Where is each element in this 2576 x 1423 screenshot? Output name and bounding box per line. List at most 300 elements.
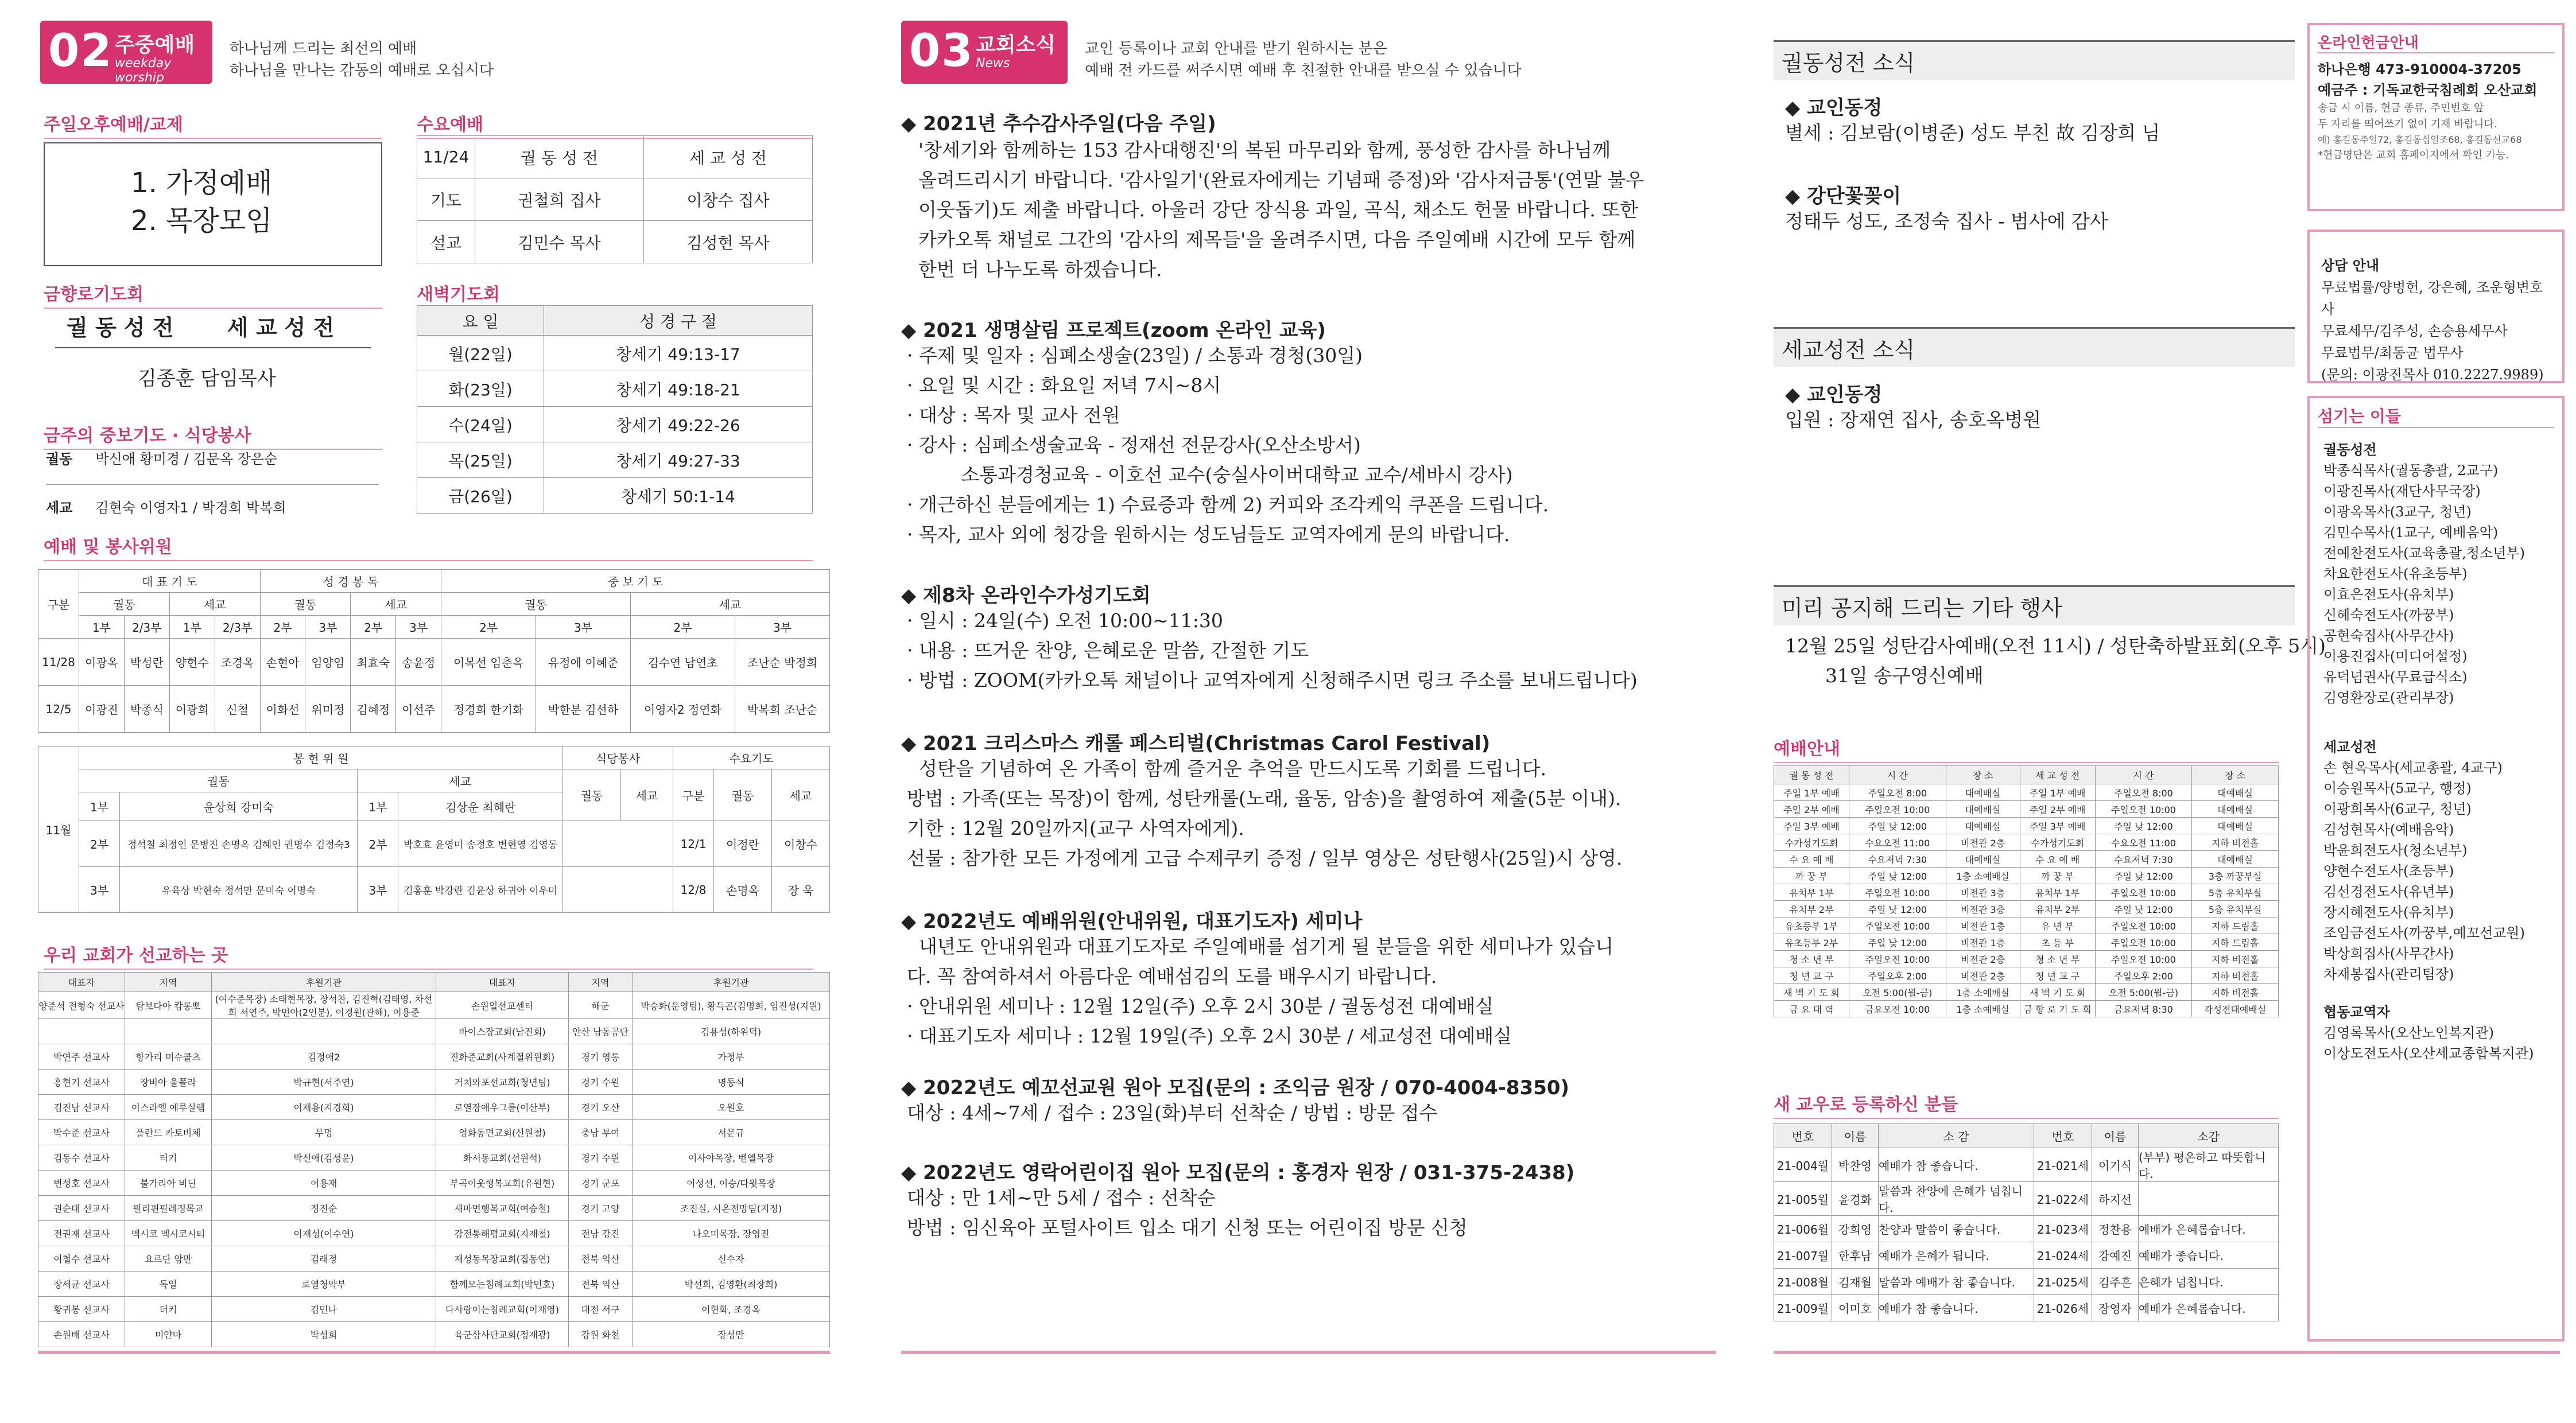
staff-item: 김영환장로(관리부장)	[2323, 690, 2454, 706]
cell: 1부	[358, 792, 398, 821]
staff-title: 섬기는 이들	[2318, 404, 2554, 428]
cell: 시 간	[2095, 766, 2192, 784]
cell: 주일 1부 예배	[1774, 784, 1849, 801]
cell: 대예배실	[1946, 851, 2020, 868]
online-lines	[2318, 59, 2554, 164]
cell: 김주흔	[2092, 1269, 2139, 1295]
line: 이웃돕기)도 제출 바랍니다. 아울러 강단 장식용 과일, 곡식, 채소도 헌물 바랍니다. 또한	[918, 199, 1639, 221]
cell: 대표자	[38, 973, 125, 992]
section-badge-02	[40, 21, 212, 84]
cell: 김성현 목사	[644, 221, 813, 263]
cell: 수요오전 11:00	[1849, 834, 1946, 851]
news-heading: ◆ 2021 생명살림 프로젝트(zoom 온라인 교육)	[901, 319, 1326, 342]
cell: 2부	[631, 616, 735, 639]
friday-col: 궐 동 성 전	[67, 315, 174, 340]
line: 대상 : 만 1세~만 5세 / 접수 : 선착순	[907, 1187, 1216, 1209]
cell: 대표자	[436, 973, 569, 992]
cell	[2139, 1182, 2279, 1216]
cell: 이철수 선교사	[38, 1246, 125, 1272]
cell: 오전 5:00(월-금)	[1849, 984, 1946, 1001]
news-heading: ◆ 강단꽃꽂이	[1785, 185, 1902, 208]
cell: 주일오전 10:00	[2095, 884, 2192, 901]
cell: 월(22일)	[417, 336, 544, 371]
cell: 터키	[125, 1145, 212, 1171]
new-members-table	[1774, 1123, 2279, 1321]
staff-item: 김성현목사(예배음악)	[2323, 822, 2454, 838]
friday-preacher: 김종훈 담임목사	[138, 367, 276, 390]
cell: 지하 드림홀	[2192, 934, 2279, 951]
cell: 서문규	[633, 1120, 830, 1145]
cell: 1층 소예배실	[1946, 1001, 2020, 1017]
cell: 3부	[735, 616, 829, 639]
cell: 21-023세	[2034, 1216, 2092, 1242]
cell: 박신애(김성윤)	[212, 1145, 436, 1171]
offering-table	[38, 746, 830, 913]
section-title-ko: 교회소식	[976, 33, 1056, 57]
cell: 양준석 전형숙 선교사	[38, 992, 125, 1019]
staff-item: 장지혜전도사(유치부)	[2323, 904, 2454, 920]
cell: 까 꿍 부	[1774, 868, 1849, 884]
cell: 예배가 은혜롭습니다.	[2139, 1216, 2279, 1242]
cell: 김상운 최혜란	[398, 792, 563, 821]
section-badge-03	[901, 21, 1068, 84]
cell: 손현아	[260, 639, 305, 686]
servers-title: 예배 및 봉사위원	[44, 532, 813, 561]
line: · 주제 및 일자 : 심폐소생술(23일) / 소통과 경청(30일)	[907, 344, 1363, 367]
sunday-item: 2. 목장모임	[131, 205, 273, 237]
cell: 비전관 3층	[1946, 901, 2020, 917]
cell: 궐동	[79, 769, 358, 792]
cell: 감전통해평교회(지재철)	[436, 1221, 569, 1246]
cell: 주일 낮 12:00	[2095, 901, 2192, 917]
cell: 육군삼사단교회(정재광)	[436, 1322, 569, 1347]
news-heading: ◆ 2022년도 영락어린이집 원아 모집(문의 : 홍경자 원장 / 031-375-2438)	[901, 1161, 1575, 1184]
line: 송금 시 이름, 헌금 종류, 주민번호 앞	[2318, 102, 2484, 114]
page-04-footer-line	[1774, 1351, 2560, 1354]
cell: 청 년 교 구	[1774, 967, 1849, 984]
cell	[125, 1019, 212, 1044]
cell: 비전관 2층	[1946, 967, 2020, 984]
cell: 이선주	[396, 686, 441, 733]
line: 방법 : 임신육아 포털사이트 입소 대기 신청 또는 어린이집 방문 신청	[907, 1216, 1468, 1239]
cell: 주일 낮 12:00	[1849, 868, 1946, 884]
gwoldong-staff	[2323, 460, 2548, 708]
cell: 박수준 선교사	[38, 1120, 125, 1145]
sunday-title: 주일오후예배/교제	[44, 110, 382, 139]
cell: 양현수	[169, 639, 215, 686]
cell: 이광옥	[79, 639, 125, 686]
staff-item: 유덕념권사(무료급식소)	[2323, 669, 2468, 685]
cell: 부곡이웃행복교회(유원현)	[436, 1171, 569, 1196]
cell: 조난순 박정희	[735, 639, 829, 686]
cell: 2부	[79, 821, 120, 867]
staff-item: 신혜숙전도사(까꿍부)	[2323, 607, 2454, 623]
cell: 정진순	[212, 1196, 436, 1221]
cell: 권철희 집사	[475, 178, 644, 221]
prayer-list	[46, 448, 379, 536]
cell: 성 경 구 절	[544, 306, 813, 336]
line: · 강사 : 심폐소생술교육 - 정재선 전문강사(오산소방서)	[907, 434, 1361, 456]
cell: 이화선	[260, 686, 305, 733]
line: · 개근하신 분들에게는 1) 수료증과 함께 2) 커피와 조각케익 쿠폰을 드립니다.	[907, 493, 1549, 516]
news-body	[907, 754, 1722, 873]
section-number: 02	[48, 25, 113, 77]
cell: 김수연 남연초	[631, 639, 735, 686]
cell: 화서동교회(선원석)	[436, 1145, 569, 1171]
staff-item: 조임금전도사(까꿍부,예꼬선교원)	[2323, 925, 2525, 941]
cell: 창세기 49:22-26	[544, 407, 813, 442]
cell: 21-008월	[1774, 1269, 1832, 1295]
cell: 유육상 박현숙 정석만 문미숙 이명숙	[120, 867, 358, 913]
cell: 말씀과 예배가 참 좋습니다.	[1879, 1269, 2034, 1295]
cell: 주일 3부 예배	[1774, 818, 1849, 834]
cell: 11월	[38, 747, 79, 913]
cell: 예배가 은혜롭습니다.	[2139, 1295, 2279, 1321]
cell: 다사랑이는침례교회(이재영)	[436, 1297, 569, 1322]
events-title: 미리 공지해 드리는 기타 행사	[1774, 585, 2295, 625]
cell: 기도	[417, 178, 475, 221]
staff-item: 김영록목사(오산노인복지관)	[2323, 1025, 2494, 1041]
cell: 청 소 년 부	[1774, 951, 1849, 967]
cell: 신수자	[633, 1246, 830, 1272]
cell: 초 등 부	[2020, 934, 2095, 951]
cell: 주일 낮 12:00	[1849, 934, 1946, 951]
cell: 박호효 윤영미 송정호 변현영 김영동	[398, 821, 563, 867]
cell: 박선희, 김영환(최장희)	[633, 1272, 830, 1297]
cell: 장영자	[2092, 1295, 2139, 1321]
line: · 안내위원 세미나 : 12월 12일(주) 오후 2시 30분 / 궐동성전 대예배실	[907, 995, 1494, 1017]
cell: 주일오전 10:00	[2095, 951, 2192, 967]
cell: 세교	[631, 593, 830, 616]
cell: 유정애 이혜준	[536, 639, 631, 686]
page-03	[895, 0, 1733, 1423]
cell: 지하 비전홀	[2192, 951, 2279, 967]
cell: 번호	[2034, 1124, 2092, 1148]
line: 다. 꼭 참여하셔서 아름다운 예배섬김의 도를 배우시기 바랍니다.	[907, 965, 1437, 987]
line: 한번 더 나누도록 하겠습니다.	[918, 258, 1162, 281]
cell: 이용재	[212, 1171, 436, 1196]
cell: 2부	[441, 616, 536, 639]
cell: 유초등부 2부	[1774, 934, 1849, 951]
line: 올려드리시기 바랍니다. '감사일기'(완료자에게는 기념패 증정)와 '감사저금통'(연말 불우	[918, 169, 1644, 191]
cell: 김민나	[212, 1297, 436, 1322]
segyo-staff	[2323, 757, 2548, 985]
line: 예) 홍길동주일72, 홍길동십일조68, 홍길동선교68	[2318, 134, 2522, 145]
cell: 세교	[358, 769, 563, 792]
cell: 충남 부여	[569, 1120, 633, 1145]
cell: 김민수 목사	[475, 221, 644, 263]
cell: 항가리 미슈콜츠	[125, 1044, 212, 1070]
cell: 요 일	[417, 306, 544, 336]
cell: 경기 오산	[569, 1095, 633, 1120]
cell: 2부	[260, 616, 305, 639]
cell: 3층 까꿍부실	[2192, 868, 2279, 884]
section-title-ko: 주중예배	[115, 33, 195, 57]
cell: 오전 5:00(월-금)	[2095, 984, 2192, 1001]
staff-item: 이효은전도사(유치부)	[2323, 586, 2454, 602]
cell: 주일 낮 12:00	[2095, 818, 2192, 834]
cell: 주일오전 10:00	[1849, 801, 1946, 818]
cell: 주일 낮 12:00	[2095, 868, 2192, 884]
staff-item: 이광희목사(6교구, 청년)	[2323, 801, 2472, 817]
cell: 대예배실	[1946, 801, 2020, 818]
staff-item: 박윤희전도사(청소년부)	[2323, 842, 2468, 858]
news-body	[907, 606, 1722, 695]
cell: 12/5	[38, 686, 79, 733]
header-description	[230, 38, 494, 81]
cell: 궐동	[79, 593, 170, 616]
worship-table	[1774, 765, 2279, 1017]
cell: 영화동면교회(신원철)	[436, 1120, 569, 1145]
cell: 2/3부	[215, 616, 260, 639]
cell: 경기 수원	[569, 1070, 633, 1095]
cell: 장세균 선교사	[38, 1272, 125, 1297]
cell	[212, 1019, 436, 1044]
cell: 박한분 김선하	[536, 686, 631, 733]
cell: 창세기 49:27-33	[544, 442, 813, 478]
cell: 식당봉사	[563, 747, 673, 769]
cell: 유치부 1부	[2020, 884, 2095, 901]
cell: 소감	[2139, 1124, 2279, 1148]
news-body	[907, 1183, 1722, 1243]
cell: 지하 비전홀	[2192, 834, 2279, 851]
cell: 시 간	[1849, 766, 1946, 784]
cell: 정경희 한기화	[441, 686, 536, 733]
cell: 21-021세	[2034, 1148, 2092, 1182]
cell: 지역	[569, 973, 633, 992]
cell: 강희영	[1832, 1216, 1879, 1242]
line: · 일시 : 24일(수) 오전 10:00~11:30	[907, 609, 1223, 632]
cell: 권순대 선교사	[38, 1196, 125, 1221]
line: 무료세무/김주성, 손승용세무사	[2321, 323, 2508, 339]
staff-box	[2307, 396, 2565, 1342]
cell: 박복희 조난순	[735, 686, 829, 733]
cell: 유치부 1부	[1774, 884, 1849, 901]
cell: 독일	[125, 1272, 212, 1297]
group-title: 궐동성전	[2323, 442, 2377, 458]
cell: 박규현(서주연)	[212, 1070, 436, 1095]
cell: 이재성(이수연)	[212, 1221, 436, 1246]
cell: 해군	[569, 992, 633, 1019]
cell: 세교	[351, 593, 441, 616]
cell: 수가성기도회	[1774, 834, 1849, 851]
cell: 예배가 참 좋습니다.	[1879, 1295, 2034, 1321]
line: 소통과경청교육 - 이호선 교수(숭실사이버대학교 교수/세바시 강사)	[907, 464, 1513, 486]
header-description	[1085, 38, 1522, 81]
cell: 비전관 3층	[1946, 884, 2020, 901]
line: 하나은행 473-910004-37205	[2318, 61, 2521, 77]
line: 12월 25일 성탄감사예배(오전 11시) / 성탄축하발표회(오후 5시)	[1785, 635, 2326, 657]
cell: 대예배실	[2192, 801, 2279, 818]
line: 예금주 : 기독교한국침례회 오산교회	[2318, 82, 2538, 98]
cell: 주일오전 10:00	[2095, 917, 2192, 934]
desc-line: 교인 등록이나 교회 안내를 받기 원하시는 분은	[1085, 40, 1387, 57]
line: 두 자리를 띄어쓰기 없이 기재 바랍니다.	[2318, 118, 2497, 130]
cell: 세교	[169, 593, 260, 616]
new-members-title: 새 교우로 등록하신 분들	[1774, 1090, 2279, 1119]
cell: 대예배실	[1946, 784, 2020, 801]
cell: 지하 비전홀	[2192, 984, 2279, 1001]
line: · 요일 및 시간 : 화요일 저녁 7시~8시	[907, 374, 1221, 396]
mission-table	[38, 972, 830, 1347]
page-02-footer-line	[38, 1351, 830, 1354]
cell: 주일오전 10:00	[1849, 884, 1946, 901]
cell: 지하 비전홀	[2192, 967, 2279, 984]
staff-item: 박종식목사(궐동총괄, 2교구)	[2323, 462, 2499, 479]
cell: 장성만	[633, 1322, 830, 1347]
cell: 세교	[621, 769, 673, 821]
staff-item: 차재봉집사(관리팀장)	[2323, 966, 2454, 982]
cell: 강예진	[2092, 1242, 2139, 1269]
cell: 장비아 울폴라	[125, 1070, 212, 1095]
wednesday-title: 수요예배	[417, 110, 813, 139]
cell: 손원일선교센터	[436, 992, 569, 1019]
cell: 멕시코 멕시코시티	[125, 1221, 212, 1246]
cell: 각성전대예배실	[2192, 1001, 2279, 1017]
line: 선물 : 참가한 모든 가정에게 고급 수제쿠키 증정 / 일부 영상은 성탄행사(25일)시 상영.	[907, 847, 1623, 869]
cell: 21-024세	[2034, 1242, 2092, 1269]
news-heading: ◆ 교인동정	[1785, 96, 1883, 119]
cell: 지역	[125, 973, 212, 992]
staff-item: 공현숙집사(사무간사)	[2323, 628, 2454, 644]
cell: 로열장애우그룹(이산부)	[436, 1095, 569, 1120]
staff-item: 김선경전도사(유년부)	[2323, 884, 2454, 900]
staff-item: 이광진목사(재단사무국장)	[2323, 483, 2481, 499]
cell: 청 소 년 부	[2020, 951, 2095, 967]
section-title-en: News	[976, 56, 1010, 71]
staff-item: 전예찬전도사(교육총괄,청소년부)	[2323, 545, 2525, 561]
news-body	[918, 135, 1722, 285]
servers-table	[38, 569, 830, 733]
cell: 최효숙	[351, 639, 396, 686]
online-offering-box	[2307, 23, 2565, 211]
cell: 세 교 성 전	[644, 136, 813, 178]
line: · 목자, 교사 외에 청강을 원하시는 성도님들도 교역자에게 문의 바랍니다.	[907, 523, 1510, 546]
sunday-item: 1. 가정예배	[131, 167, 273, 199]
cell: 주일오후 2:00	[1849, 967, 1946, 984]
cell: 궐 동 성 전	[1774, 766, 1849, 784]
cell: 김정애2	[212, 1044, 436, 1070]
cell: 성 경 봉 독	[260, 570, 441, 593]
cell: 전권재 선교사	[38, 1221, 125, 1246]
cell: 박종식	[124, 686, 169, 733]
cell: 이재용(지경희)	[212, 1095, 436, 1120]
cell: 수요저녁 7:30	[2095, 851, 2192, 868]
cell: 12/8	[673, 867, 714, 913]
friday-title: 금향로기도회	[44, 280, 382, 309]
cell: 새 벽 기 도 회	[1774, 984, 1849, 1001]
cell: 이영자2 정연화	[631, 686, 735, 733]
cell: 금(26일)	[417, 478, 544, 514]
cell: 금요저녁 8:30	[2095, 1001, 2192, 1017]
cell: 필리핀필레정목교	[125, 1196, 212, 1221]
cell: 김용성(하위덕)	[633, 1019, 830, 1044]
cell: 정찬용	[2092, 1216, 2139, 1242]
cell: 미얀마	[125, 1322, 212, 1347]
cell: 변성호 선교사	[38, 1171, 125, 1196]
cell: 구분	[673, 769, 714, 821]
cell: 3부	[358, 867, 398, 913]
cell: 궐 동 성 전	[475, 136, 644, 178]
cell: 수(24일)	[417, 407, 544, 442]
gwoldong-news-title: 궐동성전 소식	[1774, 40, 2295, 80]
cell: 대예배실	[2192, 784, 2279, 801]
line: '창세기와 함께하는 153 감사대행진'의 복된 마무리와 함께, 풍성한 감사를 하나님께	[918, 139, 1611, 161]
cell: 이복선 임춘옥	[441, 639, 536, 686]
sunday-box	[44, 142, 382, 266]
news-heading: ◆ 2022년도 예꼬선교원 원아 모집(문의 : 조익금 원장 / 070-4004-8350)	[901, 1076, 1570, 1099]
cell: 박연주 선교사	[38, 1044, 125, 1070]
cell: 비전관 1층	[1946, 934, 2020, 951]
cell: 주일오전 10:00	[2095, 801, 2192, 818]
cell: 대전 서구	[569, 1297, 633, 1322]
staff-item: 이상도전도사(오산세교종합복지관)	[2323, 1045, 2534, 1062]
cell: 손원배 선교사	[38, 1322, 125, 1347]
online-title: 온라인헌금안내	[2318, 31, 2554, 53]
cell: 대예배실	[2192, 818, 2279, 834]
cell: 21-026세	[2034, 1295, 2092, 1321]
section-title-en: weekday worship	[115, 56, 172, 85]
cell: 수요저녁 7:30	[1849, 851, 1946, 868]
cell: 임양임	[305, 639, 351, 686]
cell: 윤상희 강미숙	[120, 792, 358, 821]
group-title: 세교성전	[2323, 739, 2377, 755]
cell: 홍현기 선교사	[38, 1070, 125, 1095]
cell: 21-025세	[2034, 1269, 2092, 1295]
cell: 전남 강진	[569, 1221, 633, 1246]
cell: 대예배실	[1946, 818, 2020, 834]
cell: 위미정	[305, 686, 351, 733]
events-body	[1785, 631, 2326, 691]
cell: 정석철 최정인 문병진 손명옥 김혜인 권명수 김정숙3	[120, 821, 358, 867]
wednesday-table	[417, 135, 813, 263]
cell: 경기 고양	[569, 1196, 633, 1221]
cell: 21-006월	[1774, 1216, 1832, 1242]
cell: 경기 영통	[569, 1044, 633, 1070]
cell: 주일 낮 12:00	[1849, 901, 1946, 917]
cell: 경기 수원	[569, 1145, 633, 1171]
cell: 주일오전 8:00	[2095, 784, 2192, 801]
cell: 진화준교회(사계절위원회)	[436, 1044, 569, 1070]
cell: 이스라엘 예루살렘	[125, 1095, 212, 1120]
cell: 김재월	[1832, 1269, 1879, 1295]
staff-item: 이승원목사(5교구, 행정)	[2323, 780, 2472, 796]
cell: 중 보 기 도	[441, 570, 830, 593]
prayer-names: 박신애 황미경 / 김문옥 장은순	[95, 451, 278, 467]
line: 31일 송구영신예배	[1825, 664, 1984, 687]
cell: 김래정	[212, 1246, 436, 1272]
staff-lists	[2323, 440, 2548, 1064]
cell: 유치부 2부	[1774, 901, 1849, 917]
prayer-label: 궐동	[46, 451, 73, 467]
news-body	[907, 341, 1722, 550]
cell: 설교	[417, 221, 475, 263]
prayer-title: 금주의 중보기도 · 식당봉사	[44, 421, 382, 450]
cell: 새마면행복교회(여승철)	[436, 1196, 569, 1221]
cell: 박승화(운영팀), 황득곤(김명희, 임진성(지원)	[633, 992, 830, 1019]
cell: 불가리아 비딘	[125, 1171, 212, 1196]
cell: 후원기관	[633, 973, 830, 992]
group-title: 협동교역자	[2323, 1004, 2390, 1020]
cell: 12/1	[673, 821, 714, 867]
line: 기한 : 12월 20일까지(교구 사역자에게).	[907, 817, 1244, 839]
line: *헌금명단은 교회 홈페이지에서 확인 가능.	[2318, 149, 2509, 161]
cell: (부부) 평온하고 따뜻합니다.	[2139, 1148, 2279, 1182]
cell: 청 년 교 구	[2020, 967, 2095, 984]
cell: 창세기 50:1-14	[544, 478, 813, 514]
cell: 주일 2부 예배	[1774, 801, 1849, 818]
cell: 유치부 2부	[2020, 901, 2095, 917]
